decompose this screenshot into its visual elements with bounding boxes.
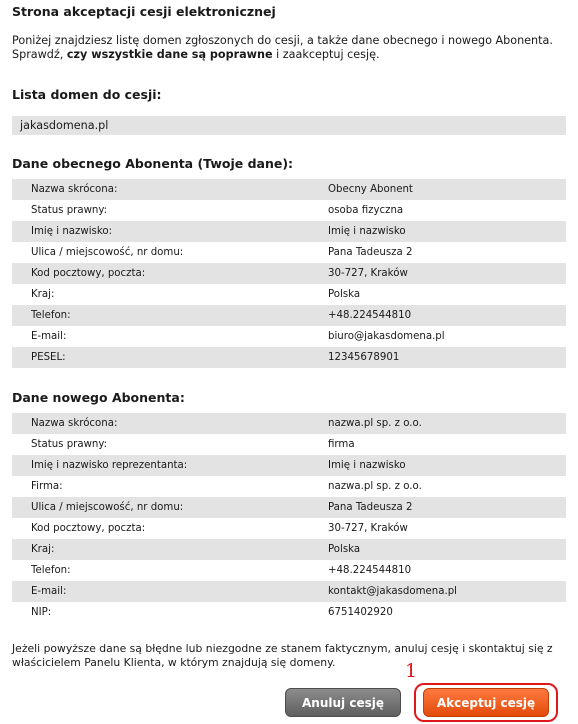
field-label: PESEL:: [12, 347, 309, 368]
field-label: Ulica / miejscowość, nr domu:: [12, 497, 309, 518]
field-label: Status prawny:: [12, 434, 309, 455]
current-subscriber-table: [12, 179, 566, 368]
field-value: Pana Tadeusza 2: [309, 497, 566, 518]
current-subscriber-heading: Dane obecnego Abonenta (Twoje dane):: [12, 156, 294, 171]
field-label: NIP:: [12, 602, 309, 623]
field-value: osoba fizyczna: [309, 200, 566, 221]
field-label: Kraj:: [12, 284, 309, 305]
field-label: Nazwa skrócona:: [12, 413, 309, 434]
field-label: Imię i nazwisko:: [12, 221, 309, 242]
field-value: 30-727, Kraków: [309, 263, 566, 284]
field-value: +48.224544810: [309, 560, 566, 581]
field-label: Firma:: [12, 476, 309, 497]
table-row: [12, 476, 566, 497]
table-row: [12, 200, 566, 221]
step-marker: 1: [405, 660, 418, 682]
table-row: [12, 581, 566, 602]
cancel-cession-button[interactable]: Anuluj cesję: [285, 688, 401, 717]
table-row: [12, 221, 566, 242]
field-value: Imię i nazwisko: [309, 455, 566, 476]
field-value: kontakt@jakasdomena.pl: [309, 581, 566, 602]
intro-line-1: Poniżej znajdziesz listę domen zgłoszonych do cesji, a także dane obecnego i nowego Abonenta.: [12, 34, 553, 47]
field-value: Polska: [309, 284, 566, 305]
new-subscriber-table: [12, 413, 566, 623]
table-row: [12, 434, 566, 455]
table-row: [12, 284, 566, 305]
domain-list-item: jakasdomena.pl: [12, 116, 566, 135]
new-subscriber-rows: [12, 413, 566, 623]
field-value: 30-727, Kraków: [309, 518, 566, 539]
field-label: Nazwa skrócona:: [12, 179, 309, 200]
current-subscriber-rows: [12, 179, 566, 368]
field-value: 6751402920: [309, 602, 566, 623]
table-row: [12, 560, 566, 581]
field-label: Kod pocztowy, poczta:: [12, 263, 309, 284]
domains-heading: Lista domen do cesji:: [12, 87, 162, 102]
table-row: [12, 602, 566, 623]
intro-line-2-end: i zaakceptuj cesję.: [272, 48, 380, 61]
field-label: Imię i nazwisko reprezentanta:: [12, 455, 309, 476]
field-label: Telefon:: [12, 560, 309, 581]
field-label: E-mail:: [12, 581, 309, 602]
field-value: Imię i nazwisko: [309, 221, 566, 242]
table-row: [12, 242, 566, 263]
table-row: [12, 263, 566, 284]
intro-line-2: [12, 48, 566, 62]
footer-note: Jeżeli powyższe dane są błędne lub niezgodne ze stanem faktycznym, anuluj cesję i skontaktuj się z właścicielem Panelu Klienta, w którym znajdują się domeny.: [12, 642, 553, 669]
table-row: [12, 347, 566, 368]
field-label: Kod pocztowy, poczta:: [12, 518, 309, 539]
field-value: Obecny Abonent: [309, 179, 566, 200]
table-row: [12, 305, 566, 326]
field-label: Status prawny:: [12, 200, 309, 221]
field-label: E-mail:: [12, 326, 309, 347]
field-value: biuro@jakasdomena.pl: [309, 326, 566, 347]
field-value: 12345678901: [309, 347, 566, 368]
page-title: Strona akceptacji cesji elektronicznej: [12, 4, 276, 19]
table-row: [12, 413, 566, 434]
intro-line-2-emphasis: czy wszystkie dane są poprawne: [66, 48, 273, 61]
field-value: firma: [309, 434, 566, 455]
table-row: [12, 518, 566, 539]
table-row: [12, 539, 566, 560]
field-value: Pana Tadeusza 2: [309, 242, 566, 263]
field-value: +48.224544810: [309, 305, 566, 326]
intro-line-2-start: Sprawdź,: [12, 48, 67, 61]
table-row: [12, 326, 566, 347]
table-row: [12, 497, 566, 518]
intro-text: [12, 34, 566, 62]
field-value: Polska: [309, 539, 566, 560]
field-label: Kraj:: [12, 539, 309, 560]
table-row: [12, 179, 566, 200]
accept-cession-button[interactable]: Akceptuj cesję: [423, 688, 549, 717]
field-label: Telefon:: [12, 305, 309, 326]
new-subscriber-heading: Dane nowego Abonenta:: [12, 390, 185, 405]
field-value: nazwa.pl sp. z o.o.: [309, 476, 566, 497]
field-value: nazwa.pl sp. z o.o.: [309, 413, 566, 434]
table-row: [12, 455, 566, 476]
field-label: Ulica / miejscowość, nr domu:: [12, 242, 309, 263]
